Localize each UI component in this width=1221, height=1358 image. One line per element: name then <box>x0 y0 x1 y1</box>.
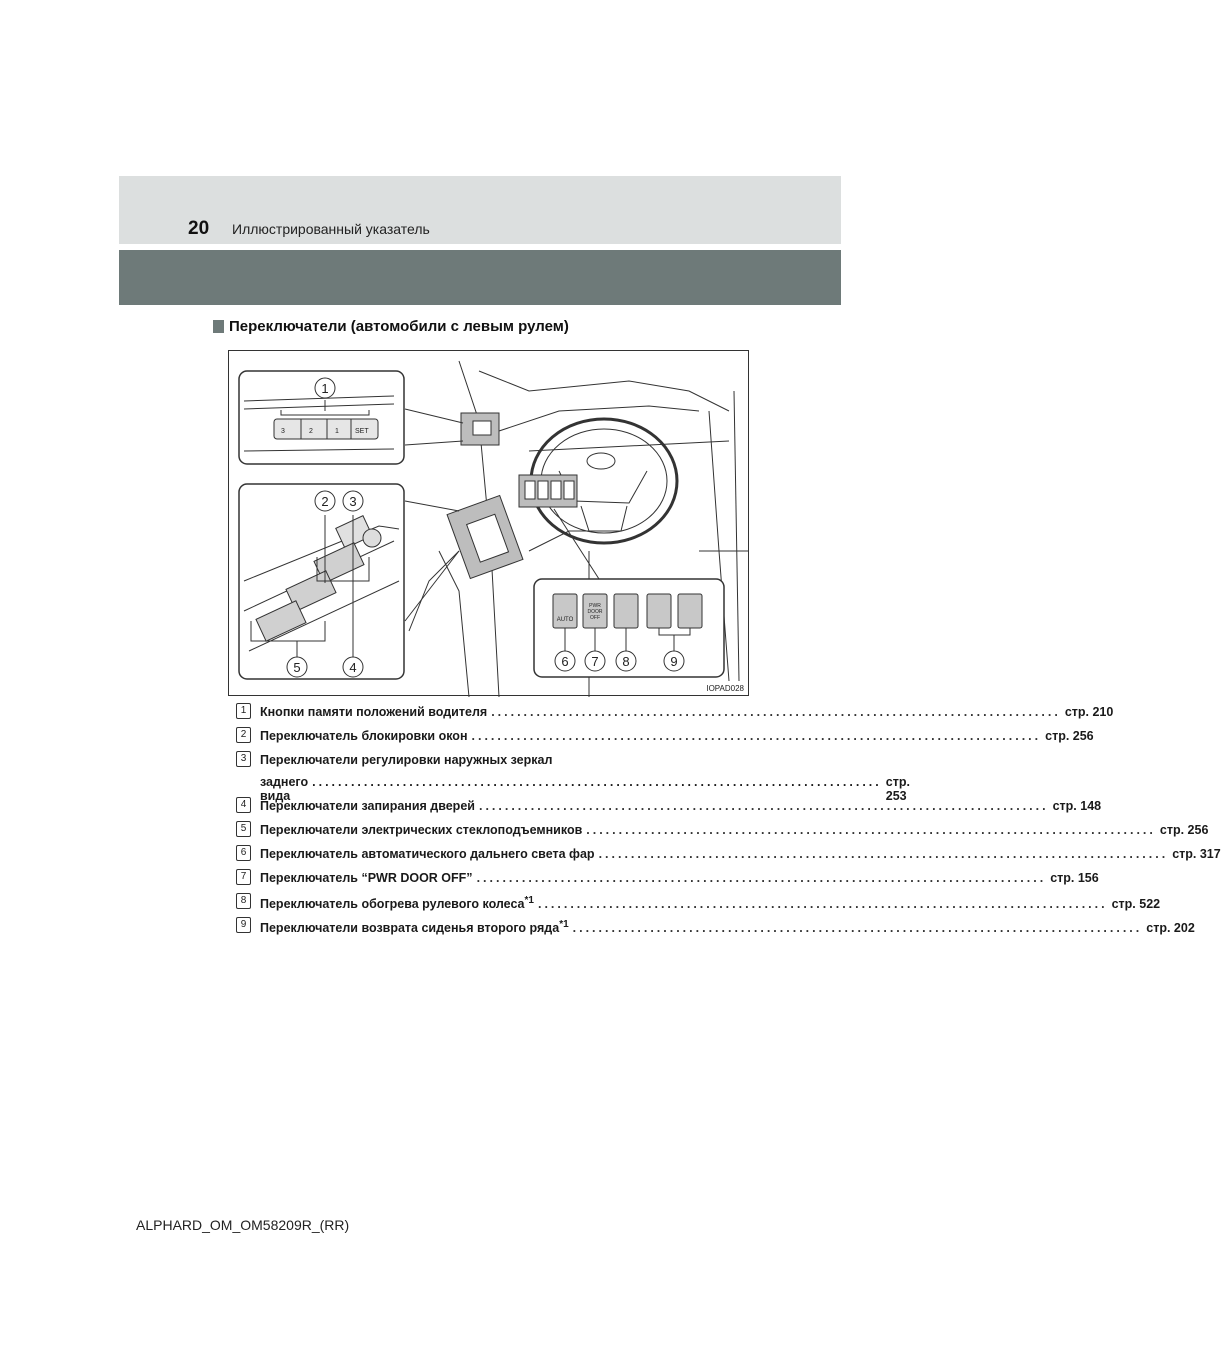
callout-7: 7 <box>591 654 599 669</box>
callout-5: 5 <box>293 660 301 675</box>
list-item: 1 Кнопки памяти положений водителя ........................................................................................ стр. 210 <box>236 703 722 727</box>
list-item: 4 Переключатели запирания дверей ........................................................................................ стр. 148 <box>236 797 722 821</box>
pwr-label: PWR <box>589 603 601 609</box>
callout-3: 3 <box>349 494 357 509</box>
item-number: 4 <box>236 797 251 813</box>
footer-doc-code: ALPHARD_OM_OM58209R_(RR) <box>136 1217 350 1233</box>
page-ref: стр. 522 <box>1111 897 1161 912</box>
header-title: Иллюстрированный указатель <box>232 221 430 237</box>
header-dark-band <box>119 250 841 305</box>
item-label: заднего вида <box>260 775 309 803</box>
item-number: 8 <box>236 893 251 909</box>
page-ref: стр. 256 <box>1159 823 1209 837</box>
page-ref: стр. 156 <box>1050 871 1099 885</box>
item-label: Переключатель “PWR DOOR OFF” <box>260 871 473 885</box>
figure-code: IOPAD028 <box>706 684 744 693</box>
legend-list <box>236 703 1221 941</box>
list-item: 8 Переключатель обогрева рулевого колеса$^{*1}$ ........................................................................................ стр. 522 <box>236 893 722 917</box>
callout-6: 6 <box>561 654 569 669</box>
list-item: 9 Переключатели возврата сиденья второго ряда$^{*1}$ ........................................................................................ стр. 202 <box>236 917 722 941</box>
item-number: 7 <box>236 869 251 885</box>
callout-8: 8 <box>622 654 630 669</box>
memory-button-1: 1 <box>335 428 339 435</box>
page-ref: стр. 256 <box>1045 729 1094 743</box>
item-label: Переключатель блокировки окон <box>260 729 468 743</box>
item-number: 3 <box>236 751 251 767</box>
item-label: Переключатели запирания дверей <box>260 799 475 813</box>
callout-4: 4 <box>349 660 357 675</box>
section-title <box>213 318 569 335</box>
callout-2: 2 <box>321 494 329 509</box>
item-number: 6 <box>236 845 251 861</box>
page-ref: стр. 317 <box>1172 847 1221 861</box>
list-item: 2 Переключатель блокировки окон ........................................................................................ стр. 256 <box>236 727 722 751</box>
callout-9: 9 <box>670 654 678 669</box>
item-number: 2 <box>236 727 251 743</box>
page-ref: стр. 210 <box>1064 705 1114 719</box>
list-item: 6 Переключатель автоматического дальнего света фар ........................................................................................ стр. 317 <box>236 845 722 869</box>
item-number: 1 <box>236 703 251 719</box>
item-label: Переключатели возврата сиденья второго ряда$^{*1}$ <box>260 919 569 936</box>
auto-switch-label: AUTO <box>556 617 574 623</box>
item-label: Переключатель автоматического дальнего света фар <box>260 847 595 861</box>
page-ref: стр. 202 <box>1146 921 1195 936</box>
section-square-icon <box>213 320 224 333</box>
page-number: 20 <box>188 218 210 239</box>
item-number: 5 <box>236 821 251 837</box>
memory-button-set: SET <box>355 428 369 435</box>
list-item: 7 Переключатель “PWR DOOR OFF” ........................................................................................ стр. 156 <box>236 869 722 893</box>
header-top-band <box>119 176 841 244</box>
memory-button-2: 2 <box>309 428 313 435</box>
section-title-text: Переключатели (автомобили с левым рулем) <box>229 318 569 335</box>
door-label: DOOR <box>587 609 603 615</box>
list-item: 3 Переключатели регулировки наружных зеркал заднего вида ........................................................................................ стр. 253 <box>236 751 722 797</box>
callout-1: 1 <box>321 381 329 396</box>
item-label-line1: Переключатели регулировки наружных зеркал <box>260 753 553 767</box>
footnote-marker: *1 <box>524 895 534 906</box>
item-number: 9 <box>236 917 251 933</box>
page-ref: стр. 253 <box>885 775 910 803</box>
off-label: OFF <box>590 615 600 621</box>
footnote-marker: *1 <box>559 919 569 930</box>
list-item: 5 Переключатели электрических стеклоподъемников ........................................................................................ стр. 256 <box>236 821 722 845</box>
illustration-svg <box>229 351 750 697</box>
memory-button-3: 3 <box>281 428 285 435</box>
item-label: Переключатель обогрева рулевого колеса$^{*1}$ <box>260 895 534 912</box>
item-label: Кнопки памяти положений водителя <box>260 705 488 719</box>
item-label: Переключатели электрических стеклоподъемников <box>260 823 583 837</box>
switches-illustration <box>228 350 749 696</box>
page-ref: стр. 148 <box>1052 799 1102 813</box>
